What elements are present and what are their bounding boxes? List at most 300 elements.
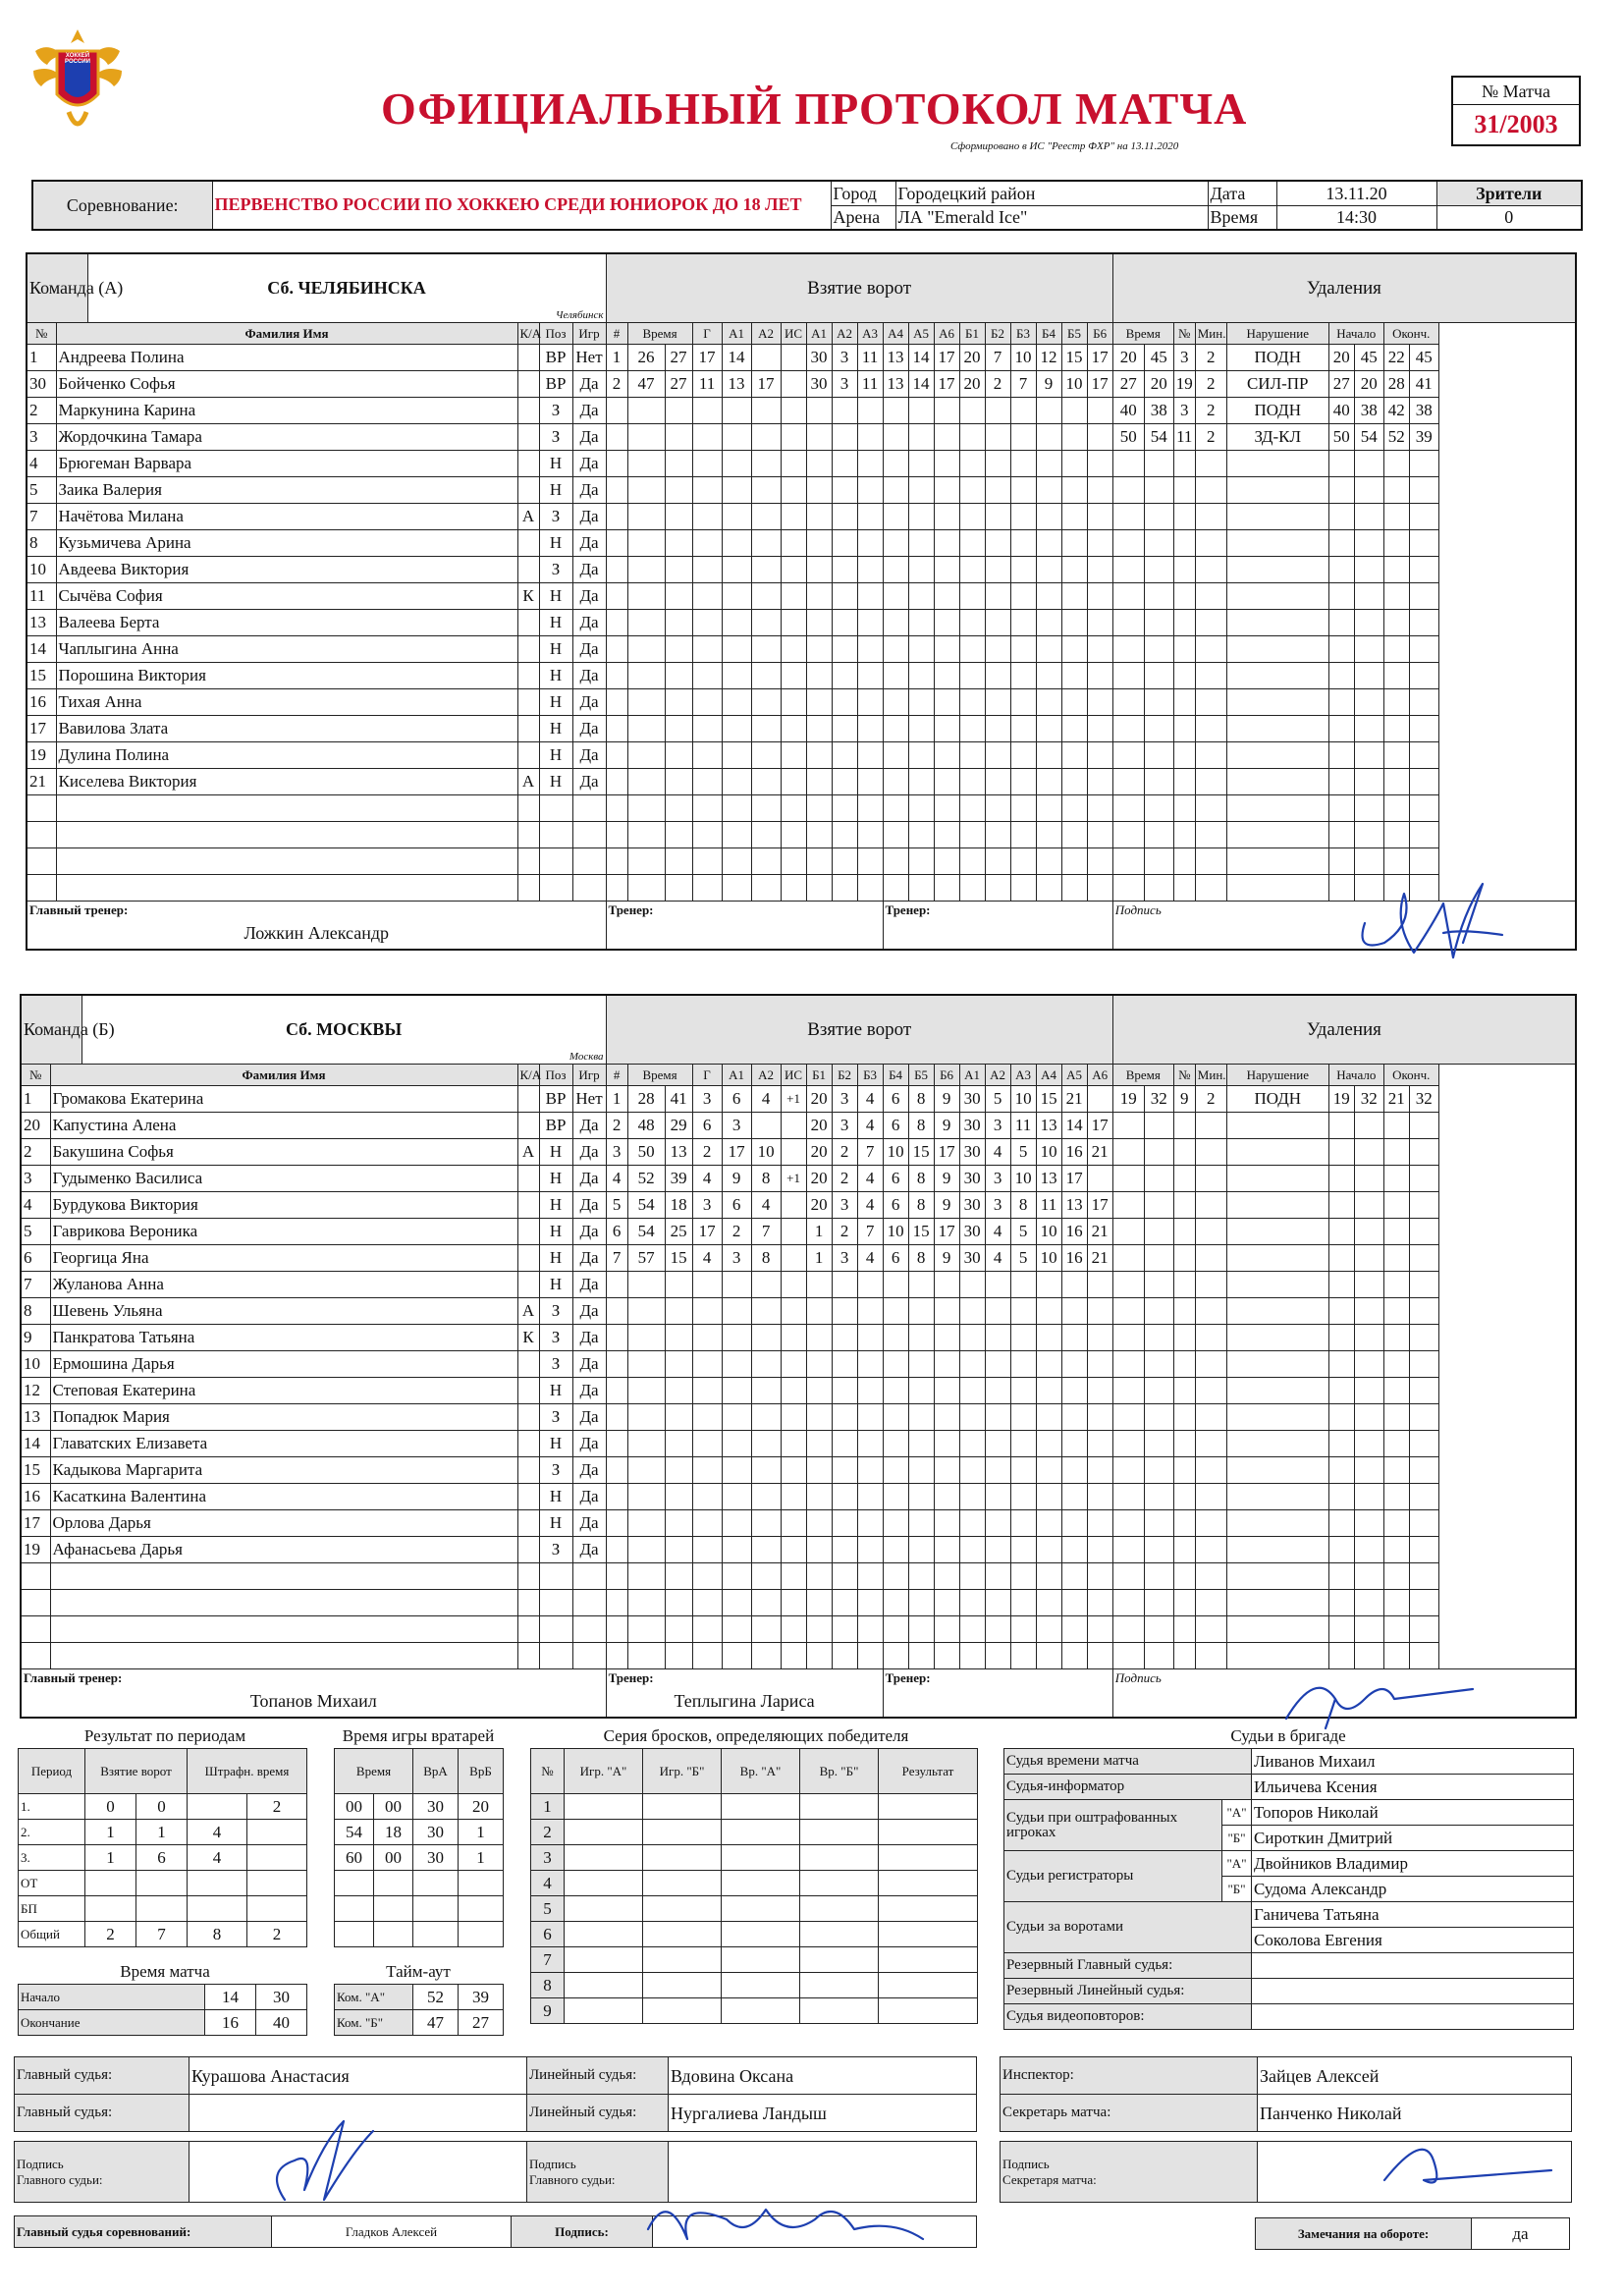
- player-number: 19: [27, 741, 56, 768]
- period-label: ОТ: [19, 1871, 85, 1896]
- pen-start-min: [1328, 1271, 1354, 1297]
- on-ice-4: [883, 1562, 908, 1589]
- pen-sec: [1144, 1165, 1173, 1191]
- pen-end-min: [1383, 1191, 1409, 1218]
- goal-assist-1: [722, 582, 751, 609]
- penalties-title: Удаления: [1112, 253, 1576, 322]
- on-ice-4: 13: [883, 370, 908, 397]
- goal-assist-1: [722, 529, 751, 556]
- sig-secretary-label: [1001, 2142, 1258, 2203]
- h-on-ice-11: А5: [1061, 1064, 1087, 1085]
- pen-player: [1173, 1403, 1195, 1430]
- player-play: Да: [572, 1430, 606, 1456]
- on-ice-7: [959, 847, 985, 874]
- on-ice-5: [908, 741, 934, 768]
- on-ice-1: [806, 635, 832, 662]
- on-ice-10: [1036, 609, 1061, 635]
- scorer-a: Двойников Владимир: [1252, 1851, 1574, 1877]
- shootout-cell: [565, 1896, 643, 1922]
- goal-scorer: [692, 1562, 722, 1589]
- period-label: Общий: [19, 1922, 85, 1947]
- pen-start-min: [1328, 1350, 1354, 1377]
- player-pos: Н: [539, 1271, 572, 1297]
- pen-end-min: [1383, 450, 1409, 476]
- on-ice-2: [832, 768, 857, 794]
- goal-assist-2: [751, 1324, 781, 1350]
- goal-scorer: [692, 476, 722, 503]
- pen-end-sec: 39: [1409, 423, 1438, 450]
- goal-min: [627, 397, 665, 423]
- player-pos: [539, 847, 572, 874]
- goal-min: [627, 1297, 665, 1324]
- on-ice-6: 9: [934, 1112, 959, 1138]
- h-goal-hash: #: [606, 322, 627, 344]
- player-row: [27, 423, 1576, 450]
- player-play: Да: [572, 1297, 606, 1324]
- pen-violation: [1226, 1244, 1328, 1271]
- match-start-m: 30: [256, 1985, 307, 2010]
- on-ice-12: [1087, 1536, 1112, 1562]
- player-row: [27, 582, 1576, 609]
- pen-end-min: [1383, 688, 1409, 715]
- on-ice-11: [1061, 529, 1087, 556]
- reserve-main-label: Резервный Главный судья:: [1004, 1953, 1252, 1979]
- goal-sec: 27: [665, 370, 692, 397]
- on-ice-7: [959, 1589, 985, 1615]
- on-ice-11: [1061, 397, 1087, 423]
- on-ice-2: [832, 556, 857, 582]
- goal-assist-2: [751, 503, 781, 529]
- on-ice-2: [832, 609, 857, 635]
- on-ice-10: [1036, 741, 1061, 768]
- on-ice-11: [1061, 1297, 1087, 1324]
- pen-end-sec: [1409, 1456, 1438, 1483]
- h-on-ice-8: Б2: [985, 322, 1010, 344]
- team-name-text: Сб. МОСКВЫ: [285, 1019, 403, 1040]
- pen-sec: [1144, 1191, 1173, 1218]
- shootout-cell: [722, 1820, 800, 1845]
- goal-situation: [781, 1456, 806, 1483]
- pen-player: [1173, 662, 1195, 688]
- pen-violation: [1226, 1271, 1328, 1297]
- shootout-cell: [879, 1947, 978, 1973]
- match-time-table: [18, 1984, 307, 2036]
- goal-situation: [781, 397, 806, 423]
- on-ice-1: [806, 1430, 832, 1456]
- pen-player: [1173, 768, 1195, 794]
- player-pos: З: [539, 1350, 572, 1377]
- match-end-label: Окончание: [19, 2010, 205, 2036]
- pen-start-sec: 20: [1354, 370, 1383, 397]
- pen-minutes: [1195, 741, 1226, 768]
- goal-min: [627, 635, 665, 662]
- on-ice-11: [1061, 1377, 1087, 1403]
- on-ice-10: 15: [1036, 1085, 1061, 1112]
- goal-min: 57: [627, 1244, 665, 1271]
- on-ice-1: [806, 741, 832, 768]
- on-ice-8: [985, 715, 1010, 741]
- player-number: 15: [27, 662, 56, 688]
- goal-scorer: [692, 1271, 722, 1297]
- goal-min: [627, 1509, 665, 1536]
- on-ice-3: [857, 450, 883, 476]
- player-name: [50, 1562, 517, 1589]
- goal-assist-2: 10: [751, 1138, 781, 1165]
- on-ice-7: [959, 503, 985, 529]
- player-name: Вавилова Злата: [56, 715, 517, 741]
- on-ice-3: [857, 768, 883, 794]
- on-ice-7: 30: [959, 1165, 985, 1191]
- line-referee-label-2: Линейный судья:: [527, 2095, 669, 2132]
- player-pos: Н: [539, 1165, 572, 1191]
- on-ice-6: [934, 1589, 959, 1615]
- goal-situation: +1: [781, 1085, 806, 1112]
- goal-scorer: [692, 662, 722, 688]
- on-ice-5: 8: [908, 1085, 934, 1112]
- on-ice-4: 6: [883, 1112, 908, 1138]
- on-ice-3: 4: [857, 1165, 883, 1191]
- shootout-h-res: Результат: [879, 1749, 978, 1794]
- pen-player: 3: [1173, 397, 1195, 423]
- on-ice-7: [959, 423, 985, 450]
- goal-number: [606, 476, 627, 503]
- player-play: [572, 1615, 606, 1642]
- on-ice-2: [832, 1377, 857, 1403]
- goal-assist-2: [751, 715, 781, 741]
- pen-end-sec: 41: [1409, 370, 1438, 397]
- player-row: [21, 1562, 1576, 1589]
- team-a-section: [26, 252, 1577, 981]
- goal-sec: [665, 1562, 692, 1589]
- period-label: 1.: [19, 1794, 85, 1820]
- inspector-table: [1000, 2056, 1572, 2132]
- on-ice-4: 10: [883, 1218, 908, 1244]
- pen-sec: [1144, 715, 1173, 741]
- pen-end-sec: [1409, 582, 1438, 609]
- on-ice-3: [857, 1430, 883, 1456]
- player-play: Да: [572, 1483, 606, 1509]
- signature-label: Подпись: [1114, 1669, 1162, 1685]
- player-number: 9: [21, 1324, 50, 1350]
- on-ice-10: [1036, 1377, 1061, 1403]
- player-number: 1: [27, 344, 56, 370]
- player-row: [21, 1244, 1576, 1271]
- on-ice-10: 10: [1036, 1244, 1061, 1271]
- on-ice-9: [1010, 1324, 1036, 1350]
- pen-sec: [1144, 1403, 1173, 1430]
- pen-end-sec: [1409, 1112, 1438, 1138]
- on-ice-4: [883, 503, 908, 529]
- on-ice-10: [1036, 1456, 1061, 1483]
- player-play: Да: [572, 450, 606, 476]
- shootout-cell: [722, 1896, 800, 1922]
- pen-violation: [1226, 1350, 1328, 1377]
- h-on-ice-5: Б5: [908, 1064, 934, 1085]
- pen-player: [1173, 741, 1195, 768]
- goal-assist-2: [751, 423, 781, 450]
- on-ice-6: [934, 1456, 959, 1483]
- player-row: [21, 1483, 1576, 1509]
- player-number: [27, 821, 56, 847]
- on-ice-8: [985, 582, 1010, 609]
- player-row: [27, 688, 1576, 715]
- period-goals-b: [136, 1871, 188, 1896]
- on-ice-1: [806, 1297, 832, 1324]
- player-name: Степовая Екатерина: [50, 1377, 517, 1403]
- on-ice-2: [832, 1589, 857, 1615]
- on-ice-4: [883, 688, 908, 715]
- on-ice-6: [934, 874, 959, 901]
- h-play: Игр: [572, 322, 606, 344]
- period-label: 2.: [19, 1820, 85, 1845]
- pen-min: [1112, 529, 1144, 556]
- player-pos: З: [539, 556, 572, 582]
- on-ice-7: [959, 476, 985, 503]
- pen-minutes: [1195, 556, 1226, 582]
- pen-end-sec: [1409, 1191, 1438, 1218]
- pen-start-min: [1328, 450, 1354, 476]
- pen-violation: [1226, 1483, 1328, 1509]
- pen-end-min: [1383, 1271, 1409, 1297]
- h-goal-g: Г: [692, 1064, 722, 1085]
- on-ice-8: 7: [985, 344, 1010, 370]
- periods-h-goals: Взятие ворот: [85, 1749, 188, 1794]
- notes-label: Замечания на обороте:: [1256, 2218, 1472, 2250]
- pen-sec: [1144, 847, 1173, 874]
- pen-min: [1112, 1509, 1144, 1536]
- goal-min: [627, 423, 665, 450]
- h-goal-is: ИС: [781, 1064, 806, 1085]
- goal-situation: [781, 1297, 806, 1324]
- goal-scorer: [692, 847, 722, 874]
- inspector: Зайцев Алексей: [1258, 2057, 1572, 2095]
- period-row: [19, 1820, 307, 1845]
- player-ka: [517, 715, 539, 741]
- goal-sec: [665, 582, 692, 609]
- shootout-cell: [565, 1820, 643, 1845]
- on-ice-1: [806, 874, 832, 901]
- on-ice-4: [883, 1297, 908, 1324]
- period-pim-b: [247, 1845, 307, 1871]
- pen-end-sec: [1409, 635, 1438, 662]
- time-value: 14:30: [1276, 205, 1436, 230]
- pen-min: [1112, 1642, 1144, 1668]
- on-ice-5: [908, 423, 934, 450]
- on-ice-8: [985, 1430, 1010, 1456]
- on-ice-6: [934, 1536, 959, 1562]
- coach-1-cell: [606, 1668, 883, 1718]
- on-ice-1: 20: [806, 1138, 832, 1165]
- period-goals-a: [85, 1896, 136, 1922]
- h-pen-no: №: [1173, 322, 1195, 344]
- pen-min: [1112, 1483, 1144, 1509]
- goal-situation: [781, 1138, 806, 1165]
- shootout-cell: [722, 1947, 800, 1973]
- on-ice-9: [1010, 688, 1036, 715]
- pen-player: [1173, 556, 1195, 582]
- goal-assist-1: [722, 874, 751, 901]
- player-play: Да: [572, 662, 606, 688]
- on-ice-11: [1061, 1536, 1087, 1562]
- period-row: [19, 1794, 307, 1820]
- h-pen-end: Оконч.: [1383, 322, 1438, 344]
- player-ka: А: [517, 1297, 539, 1324]
- on-ice-9: 8: [1010, 1191, 1036, 1218]
- period-pim-b: [247, 1820, 307, 1845]
- goal-sec: [665, 1509, 692, 1536]
- goal-assist-1: [722, 1509, 751, 1536]
- on-ice-2: 3: [832, 1085, 857, 1112]
- goal-assist-2: 7: [751, 1218, 781, 1244]
- on-ice-9: [1010, 476, 1036, 503]
- pen-end-sec: [1409, 1483, 1438, 1509]
- on-ice-2: [832, 741, 857, 768]
- goal-number: [606, 1536, 627, 1562]
- player-pos: Н: [539, 1509, 572, 1536]
- periods-title: Результат по периодам: [83, 1726, 246, 1745]
- pen-sec: [1144, 768, 1173, 794]
- on-ice-12: 17: [1087, 1191, 1112, 1218]
- player-ka: [517, 1642, 539, 1668]
- player-row: [21, 1112, 1576, 1138]
- goal-assist-2: [751, 821, 781, 847]
- on-ice-4: 6: [883, 1085, 908, 1112]
- player-play: Да: [572, 1271, 606, 1297]
- goal-assist-1: [722, 821, 751, 847]
- goal-sec: 15: [665, 1244, 692, 1271]
- officials-table: [1003, 1748, 1574, 2030]
- player-ka: [517, 1218, 539, 1244]
- on-ice-2: 3: [832, 1112, 857, 1138]
- goal-scorer: [692, 450, 722, 476]
- on-ice-11: [1061, 556, 1087, 582]
- goal-number: [606, 1562, 627, 1589]
- player-number: 4: [27, 450, 56, 476]
- inspector-label: Инспектор:: [1001, 2057, 1258, 2095]
- pen-player: [1173, 1138, 1195, 1165]
- scorer-judges-label: Судьи регистраторы: [1004, 1851, 1222, 1902]
- goal-sec: [665, 1377, 692, 1403]
- player-name: [50, 1642, 517, 1668]
- reserve-line-label: Резервный Линейный судья:: [1004, 1979, 1252, 2004]
- on-ice-3: [857, 1589, 883, 1615]
- player-ka: [517, 1615, 539, 1642]
- pen-sec: [1144, 1112, 1173, 1138]
- on-ice-10: [1036, 1509, 1061, 1536]
- on-ice-12: 21: [1087, 1218, 1112, 1244]
- on-ice-11: 16: [1061, 1138, 1087, 1165]
- on-ice-12: 21: [1087, 1244, 1112, 1271]
- player-row: [27, 476, 1576, 503]
- on-ice-11: [1061, 794, 1087, 821]
- on-ice-6: [934, 768, 959, 794]
- player-ka: [517, 344, 539, 370]
- goal-min: [627, 476, 665, 503]
- goal-number: 5: [606, 1191, 627, 1218]
- on-ice-7: [959, 609, 985, 635]
- on-ice-5: 8: [908, 1244, 934, 1271]
- on-ice-3: 4: [857, 1191, 883, 1218]
- pen-min: [1112, 1377, 1144, 1403]
- on-ice-11: [1061, 662, 1087, 688]
- on-ice-10: [1036, 1589, 1061, 1615]
- pen-start-min: [1328, 1244, 1354, 1271]
- pen-min: 27: [1112, 370, 1144, 397]
- pen-player: [1173, 847, 1195, 874]
- player-pos: Н: [539, 715, 572, 741]
- player-name: Кузьмичева Арина: [56, 529, 517, 556]
- goal-scorer: [692, 794, 722, 821]
- on-ice-1: [806, 1377, 832, 1403]
- goal-assist-2: [751, 1377, 781, 1403]
- on-ice-5: [908, 1615, 934, 1642]
- on-ice-7: 20: [959, 344, 985, 370]
- timeout-b-ss: 27: [459, 2010, 504, 2036]
- on-ice-1: [806, 423, 832, 450]
- goal-min: [627, 529, 665, 556]
- goalie-ss: 18: [374, 1820, 413, 1845]
- match-info: [31, 180, 1583, 231]
- period-pim-b: [247, 1896, 307, 1922]
- on-ice-3: 7: [857, 1138, 883, 1165]
- pen-start-min: [1328, 582, 1354, 609]
- pen-violation: [1226, 1456, 1328, 1483]
- pen-violation: [1226, 1191, 1328, 1218]
- on-ice-5: [908, 635, 934, 662]
- goal-scorer: [692, 1456, 722, 1483]
- goal-scorer: [692, 529, 722, 556]
- on-ice-9: [1010, 1350, 1036, 1377]
- player-number: 4: [21, 1191, 50, 1218]
- goal-number: [606, 1350, 627, 1377]
- pen-sec: [1144, 1350, 1173, 1377]
- goalie-mm: [335, 1896, 374, 1922]
- coach-2-name: [886, 916, 1110, 924]
- on-ice-9: [1010, 1562, 1036, 1589]
- on-ice-12: [1087, 1509, 1112, 1536]
- pen-start-min: [1328, 794, 1354, 821]
- on-ice-3: [857, 874, 883, 901]
- on-ice-6: 9: [934, 1085, 959, 1112]
- pen-player: [1173, 715, 1195, 741]
- video-judge: [1252, 2004, 1574, 2030]
- on-ice-12: [1087, 1403, 1112, 1430]
- pen-minutes: [1195, 1191, 1226, 1218]
- player-pos: З: [539, 1297, 572, 1324]
- on-ice-2: 3: [832, 344, 857, 370]
- player-number: 5: [27, 476, 56, 503]
- on-ice-6: [934, 1297, 959, 1324]
- goal-assist-1: [722, 662, 751, 688]
- goal-assist-1: 3: [722, 1244, 751, 1271]
- on-ice-3: [857, 609, 883, 635]
- on-ice-6: [934, 715, 959, 741]
- player-number: 5: [21, 1218, 50, 1244]
- on-ice-7: [959, 1509, 985, 1536]
- h-name: Фамилия Имя: [56, 322, 517, 344]
- pen-min: [1112, 1350, 1144, 1377]
- tag-b-2: "Б": [1222, 1877, 1252, 1902]
- match-number: 31/2003: [1474, 110, 1558, 138]
- player-name: [50, 1615, 517, 1642]
- player-name: Начётова Милана: [56, 503, 517, 529]
- pen-end-min: [1383, 556, 1409, 582]
- signature-label: Подпись: [1114, 902, 1162, 917]
- h-no: №: [21, 1064, 50, 1085]
- goal-assist-1: [722, 1430, 751, 1456]
- goal-min: [627, 1456, 665, 1483]
- goal-scorer: [692, 1377, 722, 1403]
